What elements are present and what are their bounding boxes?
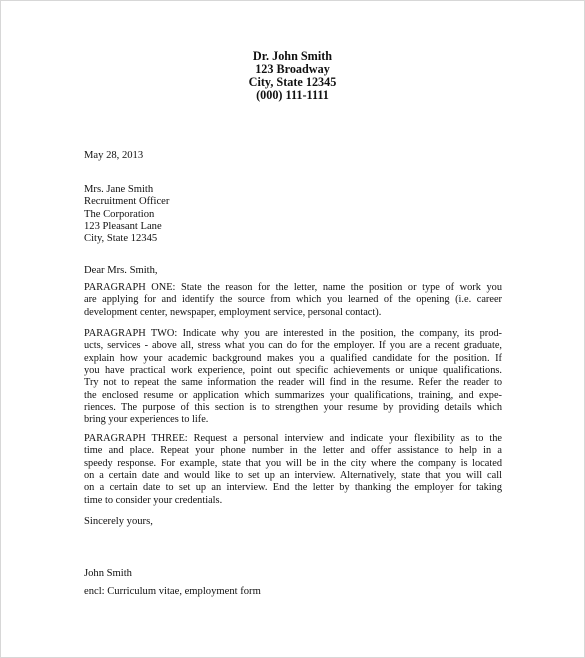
paragraph-line: speedy response. For example, state that you will be in the city where the company is located xyxy=(84,457,502,469)
signer-name: John Smith xyxy=(84,568,132,579)
paragraph-line: bring your experiences to life. xyxy=(84,414,209,426)
sender-phone: (000) 111-1111 xyxy=(256,88,329,102)
recipient-name: Mrs. Jane Smith xyxy=(84,184,154,195)
paragraph-line: you have practical work experience, point out specific achievements or unique qualifications. xyxy=(84,365,502,377)
enclosure-note: encl: Curriculum vitae, employment form xyxy=(84,586,261,597)
recipient-title: Recruitment Officer xyxy=(84,196,170,208)
recipient-address xyxy=(84,184,169,246)
paragraph-line: ucts, services - above all, stress what you can do for the employer. If you are a recent graduate, xyxy=(84,340,502,352)
letterhead xyxy=(0,50,585,102)
paragraph-two xyxy=(84,328,502,427)
paragraph-line: PARAGRAPH TWO: Indicate why you are interested in the position, the company, its prod- xyxy=(84,328,502,339)
recipient-city-state-zip: City, State 12345 xyxy=(84,233,158,245)
paragraph-line: Try not to repeat the same information the reader will find in the resume. Refer the reader to xyxy=(84,377,502,389)
paragraph-line: development center, newspaper, employment service, personal contact). xyxy=(84,306,382,318)
recipient-street: 123 Pleasant Lane xyxy=(84,221,162,233)
paragraph-line: time to consider your credentials. xyxy=(84,494,223,506)
paragraph-line: PARAGRAPH THREE: Request a personal interview and indicate your flexibility as to the xyxy=(84,433,502,444)
paragraph-one xyxy=(84,282,502,319)
sender-name: Dr. John Smith xyxy=(252,49,333,63)
paragraph-line: the enclosed resume or application which summarizes your qualifications, training, and expe- xyxy=(84,389,502,401)
paragraph-three xyxy=(84,433,502,507)
sender-city-state-zip: City, State 12345 xyxy=(248,75,337,89)
paragraph-line: on a certain date to set up an interview. End the letter by thanking the employer for taking xyxy=(84,482,502,494)
paragraph-line: explain how your academic background makes you a qualified candidate for the position. If xyxy=(84,352,502,364)
closing: Sincerely yours, xyxy=(84,516,153,527)
paragraph-line: PARAGRAPH ONE: State the reason for the letter, name the position or type of work you xyxy=(84,282,502,293)
sender-street: 123 Broadway xyxy=(255,62,330,76)
paragraph-line: riences. The purpose of this section is to strengthen your resume by providing details which xyxy=(84,402,502,414)
paragraph-line: time and place. Repeat your phone number in the letter and offer assistance to help in a xyxy=(84,445,502,457)
salutation: Dear Mrs. Smith, xyxy=(84,265,158,276)
paragraph-line: are applying for and identify the source from which you learned of the opening (i.e. career xyxy=(84,294,502,306)
recipient-company: The Corporation xyxy=(84,208,155,220)
letter-date: May 28, 2013 xyxy=(84,150,144,161)
paragraph-line: on a certain date and would like to set up an interview. Alternatively, state that you will call xyxy=(84,470,502,482)
